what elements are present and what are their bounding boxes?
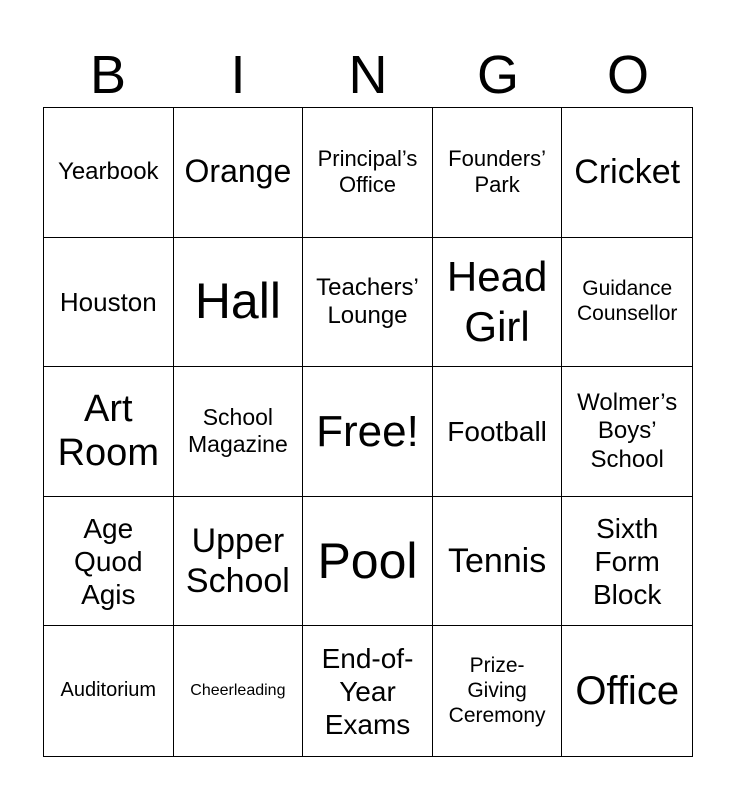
bingo-cell[interactable]	[433, 367, 563, 497]
bingo-cell[interactable]	[174, 626, 304, 756]
cell-label: Office	[575, 668, 680, 713]
bingo-cell[interactable]	[303, 626, 433, 756]
cell-label: Age Quod Agis	[74, 512, 143, 610]
bingo-cell[interactable]	[303, 497, 433, 627]
free-space-label: Free!	[316, 406, 419, 456]
free-space-cell[interactable]	[303, 367, 433, 497]
bingo-cell[interactable]	[562, 497, 692, 627]
cell-label: Pool	[317, 532, 418, 589]
cell-label: Yearbook	[58, 158, 159, 186]
cell-label: Wolmer’s Boys’ School	[577, 389, 678, 473]
bingo-cell[interactable]	[562, 108, 692, 238]
cell-label: Houston	[59, 286, 157, 317]
cell-label: Art Room	[57, 387, 159, 475]
header-letter-g: G	[476, 45, 519, 105]
cell-label: School Magazine	[188, 404, 288, 458]
bingo-cell[interactable]	[303, 108, 433, 238]
bingo-cell[interactable]	[174, 497, 304, 627]
bingo-header	[43, 42, 693, 108]
header-letter-n: N	[348, 45, 388, 105]
cell-label: Cheerleading	[190, 681, 286, 699]
cell-label: Upper School	[185, 521, 290, 601]
cell-label: Cricket	[574, 153, 681, 192]
cell-label: Prize- Giving Ceremony	[448, 654, 546, 727]
bingo-cell[interactable]	[433, 626, 563, 756]
bingo-cell[interactable]	[44, 108, 174, 238]
bingo-cell[interactable]	[44, 367, 174, 497]
header-letter-b: B	[89, 45, 127, 105]
header-letter-i: I	[230, 45, 246, 105]
cell-label: Sixth Form Block	[592, 512, 662, 610]
cell-label: Teachers’ Lounge	[316, 273, 419, 329]
cell-label: Guidance Counsellor	[577, 277, 678, 325]
bingo-cell[interactable]	[174, 108, 304, 238]
bingo-cell[interactable]	[562, 626, 692, 756]
cell-label: Auditorium	[60, 679, 157, 702]
cell-label: Founders’ Park	[448, 146, 547, 198]
cell-label: Orange	[184, 153, 292, 190]
bingo-board	[43, 107, 693, 757]
bingo-cell[interactable]	[44, 238, 174, 368]
bingo-cell[interactable]	[433, 238, 563, 368]
bingo-cell[interactable]	[433, 497, 563, 627]
bingo-cell[interactable]	[303, 238, 433, 368]
cell-label: Football	[447, 415, 547, 447]
bingo-cell[interactable]	[174, 238, 304, 368]
cell-label: Principal’s Office	[317, 146, 418, 198]
bingo-cell[interactable]	[174, 367, 304, 497]
bingo-cell[interactable]	[44, 497, 174, 627]
bingo-cell[interactable]	[562, 367, 692, 497]
cell-label: Head Girl	[446, 253, 548, 350]
bingo-cell[interactable]	[562, 238, 692, 368]
cell-label: End-of- Year Exams	[321, 642, 414, 740]
cell-label: Tennis	[447, 542, 547, 581]
cell-label: Hall	[194, 273, 281, 330]
header-letter-o: O	[606, 45, 649, 105]
bingo-cell[interactable]	[433, 108, 563, 238]
bingo-cell[interactable]	[44, 626, 174, 756]
